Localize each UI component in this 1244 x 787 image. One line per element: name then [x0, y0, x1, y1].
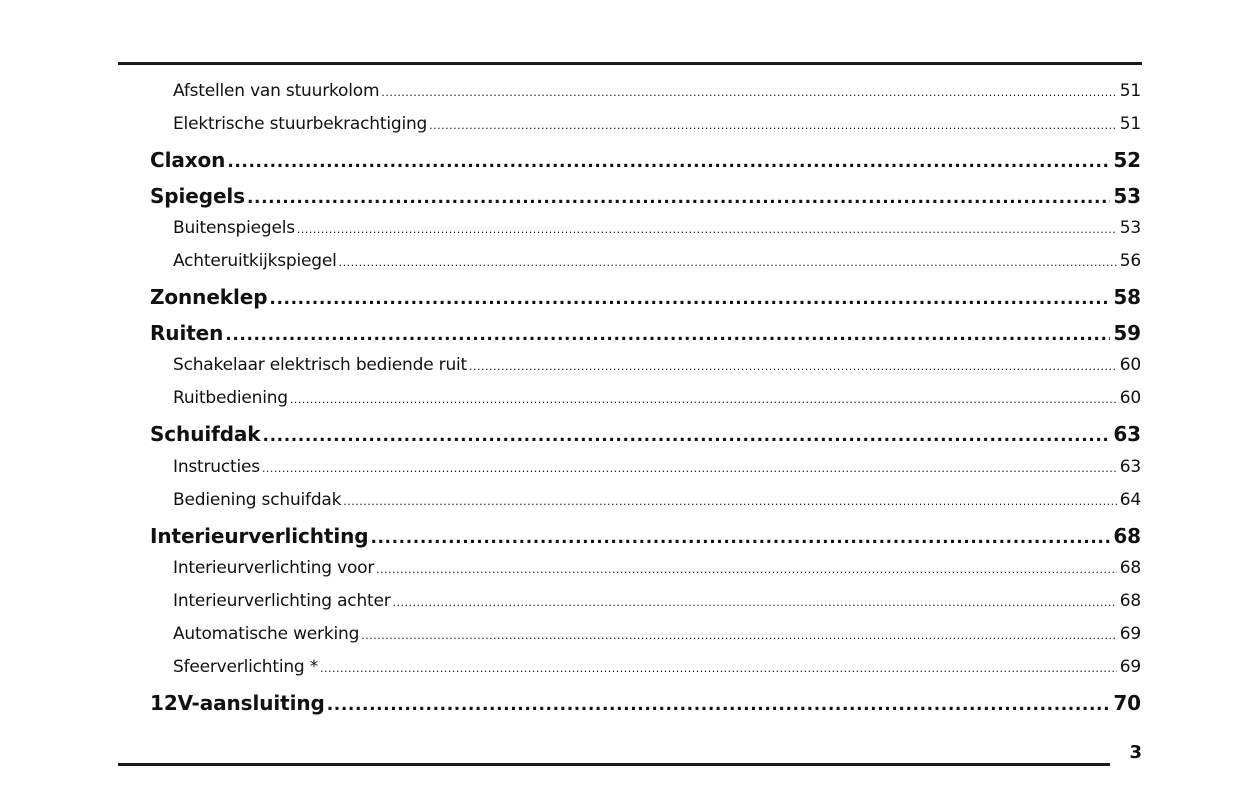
toc-entry-page-number: 63 — [1113, 422, 1141, 446]
toc-subsection-entry — [150, 620, 1141, 653]
toc-entry-title: Bediening schuifdak — [173, 489, 342, 510]
dot-leader — [339, 248, 1117, 277]
toc-entry-page-number: 69 — [1119, 657, 1141, 677]
toc-section-entry — [150, 143, 1141, 179]
toc-entry-page-number: 59 — [1113, 320, 1141, 345]
toc-section-entry — [150, 417, 1141, 453]
toc-entry-title: Spiegels — [150, 183, 245, 208]
toc-entry-page-number: 69 — [1119, 624, 1141, 644]
toc-section-entry — [150, 519, 1141, 555]
toc-entry-title: Sfeerverlichting * — [173, 657, 319, 677]
bottom-rule — [118, 763, 1110, 766]
toc-subsection-entry — [150, 351, 1141, 384]
toc-subsection-entry — [150, 453, 1141, 486]
toc-entry-page-number: 52 — [1113, 148, 1141, 172]
toc-entry-page-number: 53 — [1119, 218, 1141, 238]
toc-entry-title: Schakelaar elektrisch bediende ruit — [173, 355, 468, 375]
toc-subsection-entry — [150, 214, 1141, 247]
dot-leader — [327, 688, 1111, 722]
toc-subsection-entry — [150, 653, 1141, 686]
toc-entry-title: Instructies — [173, 456, 260, 477]
toc-entry-page-number: 64 — [1119, 489, 1141, 510]
toc-entry-page-number: 70 — [1113, 691, 1141, 715]
dot-leader — [225, 318, 1110, 352]
toc-subsection-entry — [150, 486, 1141, 519]
toc-entry-page-number: 68 — [1113, 523, 1141, 548]
toc-entry-title: Zonneklep — [150, 285, 268, 309]
toc-subsection-entry — [150, 247, 1141, 280]
toc-section-entry — [150, 179, 1141, 215]
dot-leader — [227, 145, 1110, 179]
dot-leader — [343, 487, 1116, 516]
toc-entry-page-number: 63 — [1119, 456, 1141, 477]
dot-leader — [290, 385, 1117, 414]
dot-leader — [370, 521, 1110, 555]
toc-entry-title: Automatische werking — [173, 624, 360, 644]
dot-leader — [381, 78, 1116, 107]
toc-entry-page-number: 51 — [1119, 114, 1141, 134]
toc-subsection-entry — [150, 77, 1141, 110]
dot-leader — [393, 588, 1117, 617]
toc-section-entry — [150, 316, 1141, 352]
toc-entry-title: Ruiten — [150, 320, 224, 345]
dot-leader — [263, 419, 1111, 453]
toc-section-entry — [150, 280, 1141, 316]
dot-leader — [269, 282, 1110, 316]
dot-leader — [297, 215, 1117, 244]
dot-leader — [361, 621, 1117, 650]
toc-entry-page-number: 58 — [1113, 285, 1141, 309]
toc-entry-title: Elektrische stuurbekrachtiging — [173, 114, 428, 134]
toc-entry-page-number: 68 — [1119, 591, 1141, 611]
top-rule — [118, 62, 1142, 65]
toc-entry-title: Schuifdak — [150, 422, 261, 446]
dot-leader — [429, 111, 1117, 140]
toc-entry-title: Interieurverlichting voor — [173, 558, 375, 578]
toc-subsection-entry — [150, 384, 1141, 417]
toc-section-entry — [150, 686, 1141, 722]
toc-entry-title: Interieurverlichting — [150, 523, 369, 548]
dot-leader — [247, 181, 1110, 215]
table-of-contents — [150, 77, 1141, 722]
toc-entry-page-number: 56 — [1119, 251, 1141, 271]
toc-entry-title: Achteruitkijkspiegel — [173, 251, 337, 271]
toc-entry-title: Afstellen van stuurkolom — [173, 81, 380, 101]
toc-entry-title: Buitenspiegels — [173, 218, 295, 238]
toc-subsection-entry — [150, 554, 1141, 587]
toc-entry-page-number: 51 — [1119, 81, 1141, 101]
toc-entry-title: Claxon — [150, 148, 226, 172]
toc-subsection-entry — [150, 587, 1141, 620]
dot-leader — [469, 352, 1117, 381]
toc-entry-title: Ruitbediening — [173, 388, 288, 408]
toc-entry-page-number: 60 — [1119, 388, 1141, 408]
toc-entry-title: Interieurverlichting achter — [173, 591, 391, 611]
toc-entry-page-number: 68 — [1119, 558, 1141, 578]
toc-entry-title: 12V-aansluiting — [150, 691, 325, 715]
toc-entry-page-number: 60 — [1119, 355, 1141, 375]
dot-leader — [320, 654, 1117, 683]
toc-subsection-entry — [150, 110, 1141, 143]
toc-entry-page-number: 53 — [1113, 183, 1141, 208]
dot-leader — [376, 555, 1117, 584]
page-number: 3 — [1129, 742, 1142, 763]
dot-leader — [262, 454, 1117, 483]
